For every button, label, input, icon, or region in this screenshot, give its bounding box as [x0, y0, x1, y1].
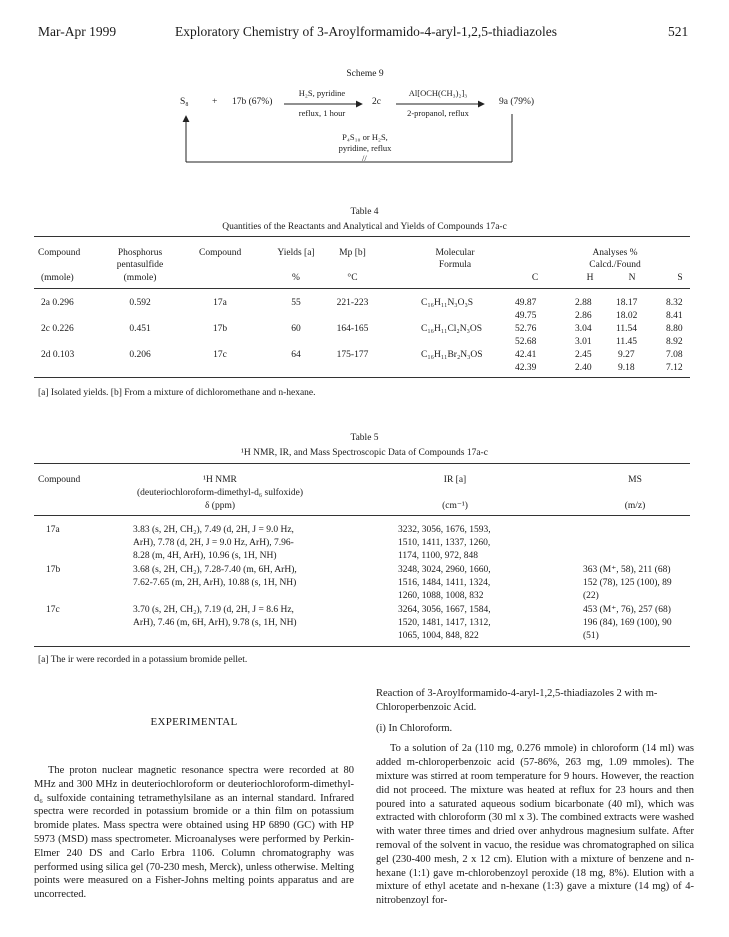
t4-h-c: C	[531, 273, 539, 283]
t5-r3-ir-3: 1065, 1004, 848, 822	[398, 631, 479, 641]
t5-r1-nmr-2: ArH), 7.78 (d, 2H, J = 9.0 Hz, ArH), 7.96-	[133, 538, 294, 548]
t4-r1-c1: 49.87	[515, 298, 537, 308]
arrow1-reagent: H₂S, pyridine	[298, 88, 346, 98]
t5-r1-ir-2: 1510, 1411, 1337, 1260,	[398, 538, 491, 548]
t4-r3-compound: 17c	[213, 350, 227, 360]
scheme-break-mark: //	[362, 153, 367, 163]
t4-r1-p4s10: 0.592	[129, 298, 151, 308]
t4-r3-c2: 42.39	[515, 363, 537, 373]
t4-h-phos2: pentasulfide	[116, 260, 164, 270]
reaction-subheading: (i) In Chloroform.	[376, 722, 453, 734]
t5-r2-compound: 17b	[46, 565, 61, 575]
t5-h-compound: Compound	[38, 475, 81, 485]
t5-r2-ms-1: 363 (M⁺, 58), 211 (68)	[583, 565, 671, 575]
arrow2-condition: 2-propanol, reflux	[407, 108, 469, 118]
t4-r1-s1: 8.32	[666, 298, 683, 308]
t5-r1-ir-1: 3232, 3056, 1676, 1593,	[398, 525, 491, 535]
experimental-paragraph: The proton nuclear magnetic resonance spectra were recorded at 80 MHz and 300 MHz in deuteriochloroform or deuteriochloroform-dimethyl-d₆ sulfoxide containing tetramethylsilane as an internal standard. Infrared spectra were recorded in potassium bromide or a thin film on potassium bromide plates. Mass spectra were obtained using HP 6890 (GC) with HP 5973 (MSD) mass spectrometer. Microanalyses were performed by Perkin-Elmer 240 DS and Carlo Erbra 1106. Column chromatography was performed using silica gel (70-230 mesh, Merck), unless otherwise. Melting points were measured on a Fisher-Johns melting points apparatus and are uncorrected.	[34, 765, 354, 901]
experimental-section	[34, 716, 354, 902]
table4-number: Table 4	[350, 207, 379, 217]
table5-bottom-rule	[34, 646, 690, 647]
scheme-title: Scheme 9	[346, 69, 384, 79]
scheme-plus: +	[212, 97, 218, 107]
t4-h-yields: Yields [a]	[277, 248, 315, 258]
t4-h-mp: Mp [b]	[339, 248, 366, 258]
reaction-paragraph: To a solution of 2a (110 mg, 0.276 mmole) in chloroform (14 ml) was added m-chloroperbenzoic acid (57-86%, 263 mg, 1.09 mmoles). The mixture was stirred at room temperature for 9 hours. However, the reaction did not proceed. The mixture was heated at reflux for 23 hours and then poured into a saturated aqueous sodium bicarbonate (40 ml), which was extracted with chloroform (30 ml x 3). The combined extracts were washed with water three times and dried over anhydrous magnesium sulfate. After removal of the solvent in vacuo, the residue was chromatographed on silica gel (230-400 mesh, 2 x 12 cm). Elution with a mixture of benzene and n-hexane (1:1) gave m-chlorobenzoyl peroxide (18 mg, 8%). Elution with a mixture of ethyl acetate and n-hexane (1:3) gave a mixture (14 mg) of 4-nitrobenzoyl for-	[376, 743, 694, 907]
scheme-intermediate: 2c	[372, 97, 381, 107]
t4-h-analyses1: Analyses %	[592, 248, 638, 258]
t4-r3-h1: 2.45	[575, 350, 592, 360]
t4-r3-h2: 2.40	[575, 363, 592, 373]
table4-top-rule	[34, 236, 690, 237]
reaction-body	[376, 742, 694, 908]
t5-r2-nmr-2: 7.62-7.65 (m, 2H, ArH), 10.88 (s, 1H, NH)	[133, 578, 297, 588]
t4-r3-mp: 175-177	[336, 350, 369, 360]
t4-r1-s2: 8.41	[666, 311, 683, 321]
t5-r1-nmr-3: 8.28 (m, 4H, ArH), 10.96 (s, 1H, NH)	[133, 551, 277, 561]
t5-h-ms1: MS	[628, 475, 642, 485]
t4-r2-h2: 3.01	[575, 337, 592, 347]
t5-r3-ms-1: 453 (M⁺, 76), 257 (68)	[583, 605, 671, 615]
t5-r3-nmr-1: 3.70 (s, 2H, CH₂), 7.19 (d, 2H, J = 8.6 Hz,	[133, 605, 294, 615]
t4-h-n: N	[628, 273, 636, 283]
t5-r2-ms-2: 152 (78), 125 (100), 89	[583, 578, 672, 588]
table4-header-rule	[34, 288, 690, 289]
t4-r3-yield: 64	[291, 350, 301, 360]
t4-r2-yield: 60	[291, 324, 301, 334]
t5-r3-ir-1: 3264, 3056, 1667, 1584,	[398, 605, 491, 615]
t5-r2-ms-3: (22)	[583, 591, 599, 601]
table4-bottom-rule	[34, 377, 690, 378]
t5-r1-compound: 17a	[46, 525, 60, 535]
t4-h-mf1: Molecular	[435, 248, 475, 258]
experimental-body	[34, 764, 354, 902]
t5-r2-ir-3: 1260, 1088, 1008, 832	[398, 591, 484, 601]
arrow1-condition: reflux, 1 hour	[298, 108, 346, 118]
t4-r3-c1: 42.41	[515, 350, 537, 360]
t4-r3-formula: C₁₆H₁₁Br₂N₃OS	[421, 350, 483, 360]
t5-r3-nmr-2: ArH), 7.46 (m, 6H, ArH), 9.78 (s, 1H, NH)	[133, 618, 297, 628]
header-date: Mar-Apr 1999	[38, 24, 117, 39]
t5-r1-ir-3: 1174, 1100, 972, 848	[398, 551, 479, 561]
t4-r2-c1: 52.76	[515, 324, 537, 334]
arrow2-reagent: Al[OCH(CH₃)₂]₃	[408, 88, 468, 98]
t4-h-phos1: Phosphorus	[117, 248, 163, 258]
table5-top-rule	[34, 463, 690, 464]
t5-h-ir2: (cm⁻¹)	[442, 501, 468, 511]
t4-r2-c2: 52.68	[515, 337, 537, 347]
t4-h-mmole: (mmole)	[41, 273, 74, 283]
reaction-heading: Reaction of 3-Aroylformamido-4-aryl-1,2,5-thiadiazoles 2 with m-Chloroperbenzoic Acid.	[376, 688, 658, 713]
t4-r2-n1: 11.54	[616, 324, 638, 334]
table5-number: Table 5	[350, 433, 379, 443]
t4-r1-h2: 2.86	[575, 311, 592, 321]
t4-h-yields-unit: %	[292, 273, 300, 283]
reaction-section	[376, 687, 694, 908]
t4-h-compound2: Compound	[199, 248, 242, 258]
t4-r3-s1: 7.08	[666, 350, 683, 360]
t4-r2-n2: 11.45	[616, 337, 638, 347]
table4-title: Quantities of the Reactants and Analytical and Yields of Compounds 17a-c	[222, 222, 507, 232]
scheme-s8: S₈	[180, 97, 189, 107]
t4-r3-n2: 9.18	[618, 363, 635, 373]
scheme-arrows	[0, 0, 729, 180]
t4-h-mf2: Formula	[438, 260, 472, 270]
t5-r3-compound: 17c	[46, 605, 60, 615]
t4-r1-reactant: 2a 0.296	[41, 298, 74, 308]
t4-r3-n1: 9.27	[618, 350, 635, 360]
t5-h-ms2: (m/z)	[624, 501, 646, 511]
t4-r2-p4s10: 0.451	[129, 324, 151, 334]
table5-footnote: [a] The ir were recorded in a potassium bromide pellet.	[38, 655, 248, 665]
t4-h-h: H	[586, 273, 594, 283]
t5-h-ir1: IR [a]	[443, 475, 467, 485]
t4-r2-formula: C₁₆H₁₁Cl₂N₃OS	[421, 324, 483, 334]
t4-r1-c2: 49.75	[515, 311, 537, 321]
t4-h-compound: Compound	[38, 248, 81, 258]
t4-r2-s1: 8.80	[666, 324, 683, 334]
t4-r1-n1: 18.17	[616, 298, 638, 308]
bottom-condition: pyridine, reflux	[338, 143, 392, 153]
table5-header-rule	[34, 515, 690, 516]
t4-r1-h1: 2.88	[575, 298, 592, 308]
t4-h-phos3: (mmole)	[123, 273, 157, 283]
t4-h-mp-unit: °C	[347, 273, 358, 283]
t4-r2-s2: 8.92	[666, 337, 683, 347]
t5-r2-ir-2: 1516, 1484, 1411, 1324,	[398, 578, 491, 588]
t4-r3-p4s10: 0.206	[129, 350, 151, 360]
t4-h-analyses2: Calcd./Found	[589, 260, 641, 270]
t4-r1-mp: 221-223	[336, 298, 369, 308]
page-number: 521	[668, 24, 689, 39]
t4-r3-s2: 7.12	[666, 363, 683, 373]
t4-r1-compound: 17a	[213, 298, 227, 308]
bottom-reagent: P₄S₁₀ or H₂S,	[342, 132, 388, 142]
table4-footnote: [a] Isolated yields. [b] From a mixture of dichloromethane and n-hexane.	[38, 388, 316, 398]
t5-r3-ms-3: (51)	[583, 631, 599, 641]
t4-r3-reactant: 2d 0.103	[41, 350, 75, 360]
t4-r2-mp: 164-165	[336, 324, 369, 334]
scheme-product: 9a (79%)	[499, 97, 535, 107]
t5-h-nmr1: ¹H NMR	[203, 475, 237, 485]
t5-h-nmr3: δ (ppm)	[204, 501, 236, 511]
t4-r2-h1: 3.04	[575, 324, 592, 334]
experimental-heading: EXPERIMENTAL	[150, 716, 238, 728]
t4-r2-compound: 17b	[212, 324, 228, 334]
t5-r3-ir-2: 1520, 1481, 1417, 1312,	[398, 618, 491, 628]
t5-h-nmr2: (deuteriochloroform-dimethyl-d₆ sulfoxide)	[136, 488, 304, 498]
table5-title: ¹H NMR, IR, and Mass Spectroscopic Data of Compounds 17a-c	[241, 448, 488, 458]
t5-r2-nmr-1: 3.68 (s, 2H, CH₂), 7.28-7.40 (m, 6H, ArH),	[133, 565, 297, 575]
t4-r2-reactant: 2c 0.226	[41, 324, 74, 334]
scheme-reactant: 17b (67%)	[232, 97, 273, 107]
t4-r1-n2: 18.02	[616, 311, 638, 321]
t5-r2-ir-1: 3248, 3024, 2960, 1660,	[398, 565, 491, 575]
t4-r1-formula: C₁₆H₁₁N₃O₃S	[421, 298, 474, 308]
t4-h-s: S	[677, 273, 683, 283]
header-running-title: Exploratory Chemistry of 3-Aroylformamido-4-aryl-1,2,5-thiadiazoles	[175, 24, 558, 39]
t5-r1-nmr-1: 3.83 (s, 2H, CH₂), 7.49 (d, 2H, J = 9.0 Hz,	[133, 525, 294, 535]
t5-r3-ms-2: 196 (84), 169 (100), 90	[583, 618, 672, 628]
t4-r1-yield: 55	[291, 298, 301, 308]
